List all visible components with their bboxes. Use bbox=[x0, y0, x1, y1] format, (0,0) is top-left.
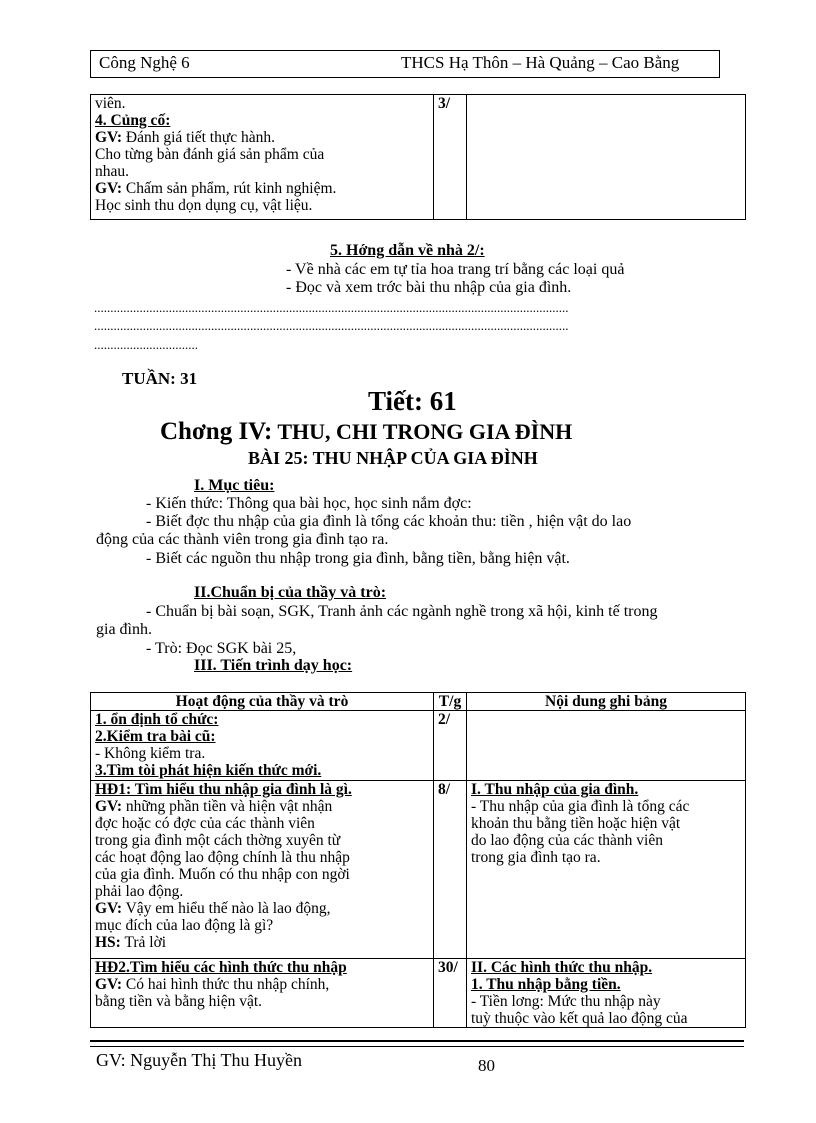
section-heading: 2.Kiểm tra bài cũ: bbox=[95, 728, 216, 745]
main-table bbox=[90, 692, 746, 1028]
table-row-1-time bbox=[434, 711, 467, 781]
objective-line: - Biết đợc thu nhập của gia đình là tổng các khoản thu: tiền , hiện vật do lao bbox=[146, 513, 632, 530]
table-row-3-activity bbox=[91, 959, 434, 1028]
chapter-prefix: Chơng IV: bbox=[160, 418, 273, 445]
school-label: THCS Hạ Thôn – Hà Quảng – Cao Bằng bbox=[401, 53, 680, 72]
objective-line: - Biết các nguồn thu nhập trong gia đình, bằng tiền, bằng hiện vật. bbox=[146, 550, 570, 567]
page-number: 80 bbox=[478, 1056, 495, 1075]
text-line: bằng tiền và bằng hiện vật. bbox=[95, 993, 263, 1010]
objectives-heading: I. Mục tiêu: bbox=[194, 477, 275, 494]
text-line: các hoạt động lao động chính là thu nhập bbox=[95, 849, 350, 866]
top-table-content-cell bbox=[467, 95, 746, 220]
text-line: trong gia đình một cách thờng xuyên từ bbox=[95, 832, 341, 849]
gv-label: GV: bbox=[95, 798, 122, 815]
text-line: mục đích của lao động là gì? bbox=[95, 917, 274, 934]
content-heading: I. Thu nhập của gia đình. bbox=[471, 781, 639, 798]
top-table-activity-cell bbox=[91, 95, 434, 220]
teacher-name: GV: Nguyễn Thị Thu Huyền bbox=[96, 1050, 302, 1070]
text-line: phải lao động. bbox=[95, 883, 184, 900]
text-line: viên. bbox=[95, 95, 126, 112]
text-line: khoản thu bằng tiền hoặc hiện vật bbox=[471, 815, 681, 832]
text-line: do lao động của các thành viên bbox=[471, 832, 663, 849]
homework-line: - Đọc và xem trớc bài thu nhập của gia đình. bbox=[286, 279, 572, 296]
homework-line: - Về nhà các em tự tỉa hoa trang trí bằng các loại quả bbox=[286, 261, 625, 278]
time-value: 30/ bbox=[438, 959, 458, 976]
gv-label: GV: bbox=[95, 976, 122, 993]
text-line: - Không kiểm tra. bbox=[95, 745, 206, 762]
table-row-1-activity bbox=[91, 711, 434, 781]
text-line: trong gia đình tạo ra. bbox=[471, 849, 601, 866]
table-row-2-content bbox=[467, 781, 746, 959]
section-heading: 1. ổn định tổ chức: bbox=[95, 711, 219, 728]
table-header-activity: Hoạt động của thầy và trò bbox=[91, 693, 434, 711]
preparation-line: - Trò: Đọc SGK bài 25, bbox=[146, 640, 297, 657]
text-line: Có hai hình thức thu nhập chính, bbox=[122, 976, 330, 993]
content-subheading: 1. Thu nhập bằng tiền. bbox=[471, 976, 621, 993]
chapter-name: THU, CHI TRONG GIA ĐÌNH bbox=[272, 419, 573, 444]
table-row-1-content bbox=[467, 711, 746, 781]
subject-label: Công Nghệ 6 bbox=[99, 53, 190, 72]
week-label: TUẦN: 31 bbox=[122, 369, 198, 388]
process-heading: III. Tiến trình dạy học: bbox=[194, 657, 353, 674]
text-line: tuỳ thuộc vào kết quả lao động của bbox=[471, 1010, 688, 1027]
preparation-heading: II.Chuẩn bị của thầy và trò: bbox=[194, 584, 387, 601]
dotted-line: .................................................................................................................................................. bbox=[94, 300, 569, 315]
lesson-title: BÀI 25: THU NHẬP CỦA GIA ĐÌNH bbox=[248, 448, 538, 468]
activity-heading: HĐ1: Tìm hiểu thu nhập gia đình là gì. bbox=[95, 781, 352, 798]
table-row-2-activity bbox=[91, 781, 434, 959]
text-line: đợc hoặc có đợc của các thành viên bbox=[95, 815, 315, 832]
footer-rule bbox=[90, 1040, 744, 1042]
table-row-3-content bbox=[467, 959, 746, 1028]
text-line: của gia đình. Muốn có thu nhập con ngời bbox=[95, 866, 350, 883]
time-value: 3/ bbox=[438, 95, 451, 112]
footer-rule bbox=[90, 1046, 744, 1047]
text-line: - Tiền lơng: Mức thu nhập này bbox=[471, 993, 661, 1010]
time-value: 8/ bbox=[438, 781, 451, 798]
gv-label: GV: bbox=[95, 129, 122, 146]
text-line: Học sinh thu dọn dụng cụ, vật liệu. bbox=[95, 197, 313, 214]
content-heading: II. Các hình thức thu nhập. bbox=[471, 959, 653, 976]
activity-heading: HĐ2.Tìm hiểu các hình thức thu nhập bbox=[95, 959, 347, 976]
text-line: Chấm sản phẩm, rút kinh nghiệm. bbox=[122, 180, 337, 197]
dotted-line: .................................................................................................................................................. bbox=[94, 318, 569, 333]
table-header-content: Nội dung ghi bảng bbox=[467, 693, 746, 711]
gv-label: GV: bbox=[95, 900, 122, 917]
text-line: nhau. bbox=[95, 163, 130, 180]
objective-line: động của các thành viên trong gia đình tạo ra. bbox=[96, 531, 389, 548]
text-line: Cho từng bàn đánh giá sản phẩm của bbox=[95, 146, 325, 163]
section-heading: 4. Củng cố: bbox=[95, 112, 171, 129]
time-value: 2/ bbox=[438, 711, 451, 728]
top-table-time-cell bbox=[434, 95, 467, 220]
gv-label: GV: bbox=[95, 180, 122, 197]
table-row-3-time bbox=[434, 959, 467, 1028]
text-line: Vậy em hiểu thế nào là lao động, bbox=[122, 900, 331, 917]
dotted-line: ................................ bbox=[94, 337, 198, 352]
table-row-2-time bbox=[434, 781, 467, 959]
top-table bbox=[90, 94, 746, 220]
table-header-time: T/g bbox=[434, 693, 467, 711]
text-line: những phần tiền và hiện vật nhận bbox=[122, 798, 333, 815]
text-line: - Thu nhập của gia đình là tổng các bbox=[471, 798, 690, 815]
preparation-line: - Chuẩn bị bài soạn, SGK, Tranh ảnh các ngành nghề trong xã hội, kinh tế trong bbox=[146, 603, 658, 620]
chapter-title bbox=[160, 418, 572, 446]
objective-line: - Kiến thức: Thông qua bài học, học sinh nắm đợc: bbox=[146, 495, 472, 512]
section-heading: 3.Tìm tòi phát hiện kiến thức mới. bbox=[95, 762, 322, 779]
text-line: Đánh giá tiết thực hành. bbox=[122, 129, 276, 146]
page-header bbox=[90, 50, 720, 78]
text-line: Trả lời bbox=[120, 934, 167, 951]
period-title: Tiết: 61 bbox=[368, 386, 457, 416]
homework-title: 5. Hớng dẫn về nhà 2/: bbox=[330, 242, 485, 259]
hs-label: HS: bbox=[95, 934, 121, 951]
preparation-line: gia đình. bbox=[96, 621, 152, 638]
